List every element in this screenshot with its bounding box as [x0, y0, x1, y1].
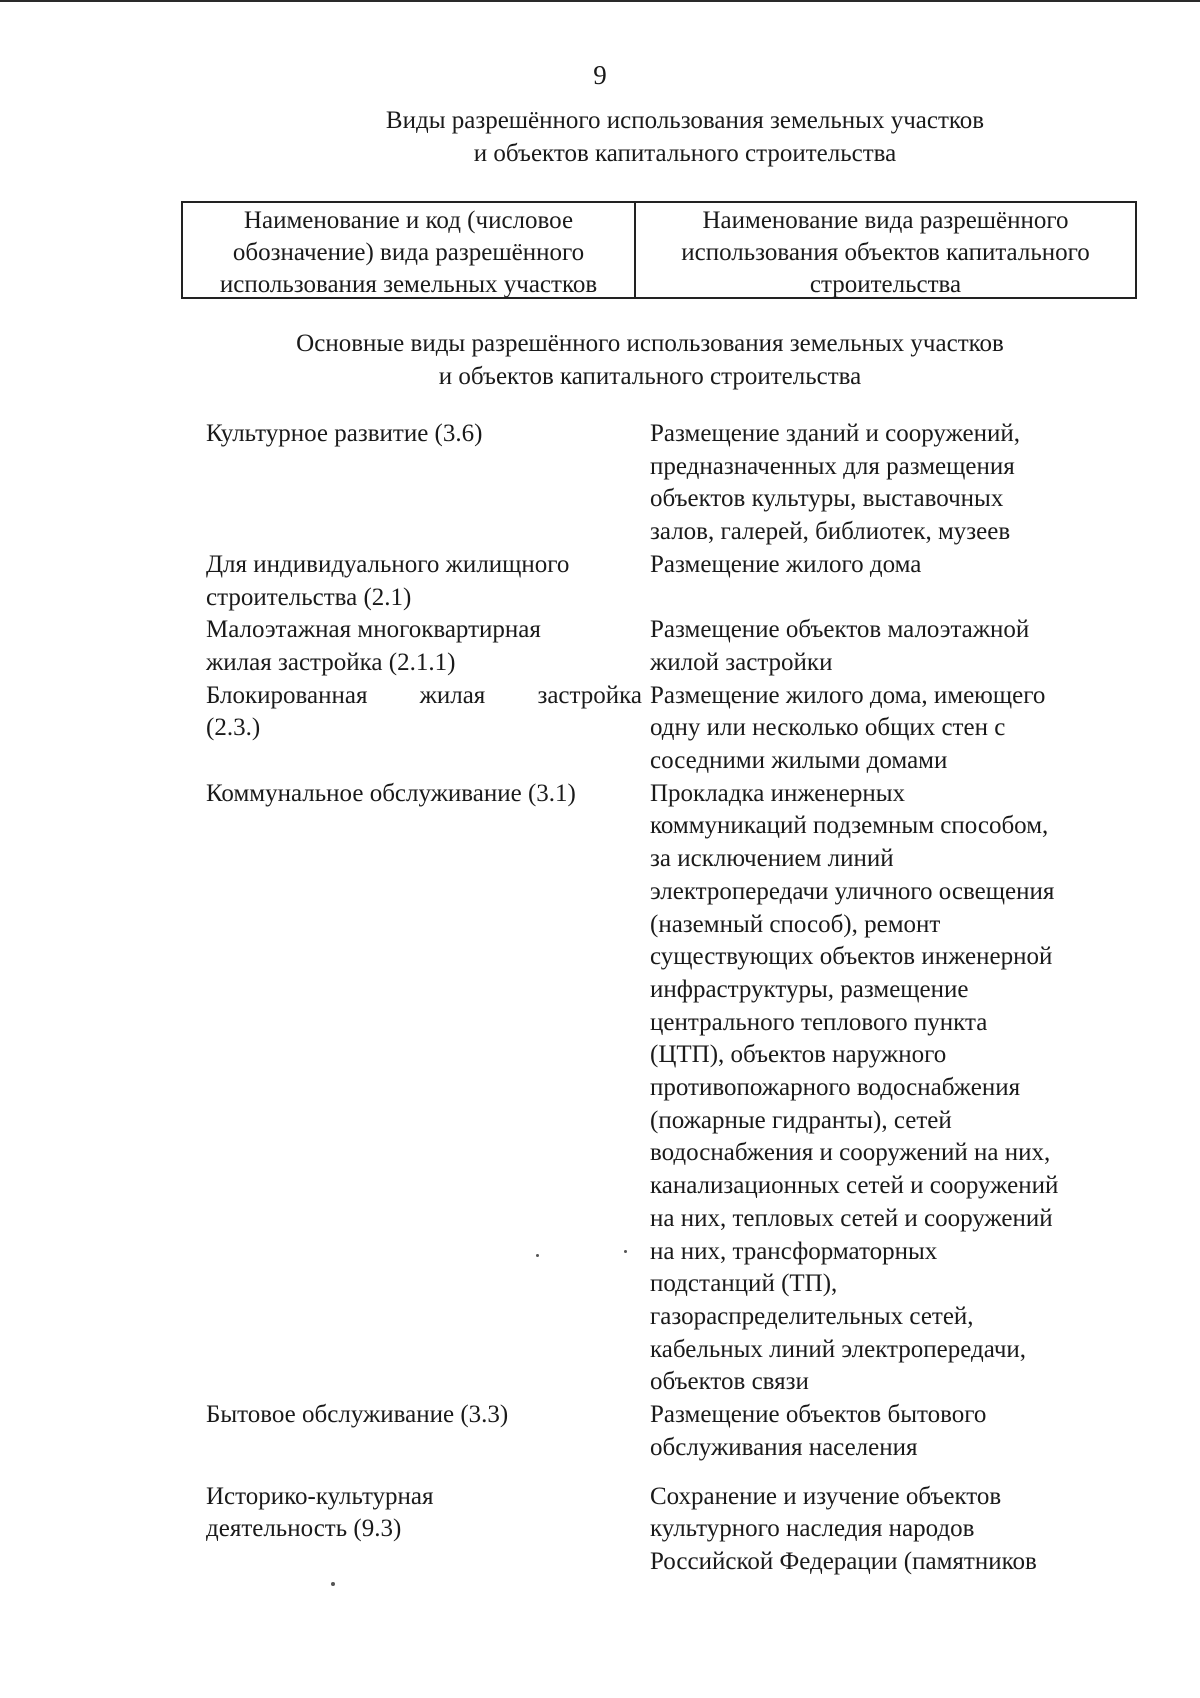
use-type-name: [206, 614, 650, 679]
use-type-description: [650, 1481, 1132, 1579]
description-line: Размещение объектов бытового: [650, 1401, 987, 1429]
use-type-name: [206, 1399, 650, 1464]
table-row: [206, 1481, 1136, 1579]
section-title-line: и объектов капитального строительства: [438, 363, 862, 390]
description-line: электропередачи уличного освещения: [650, 877, 1055, 905]
use-type-description: [650, 680, 1132, 778]
description-line: центрального теплового пункта: [650, 1008, 988, 1036]
table-row: [206, 680, 1136, 778]
header-cell-construction-use: [636, 203, 1135, 297]
use-type-description: [650, 549, 1132, 614]
use-type-name: [206, 418, 650, 549]
description-line: соседними жилыми домами: [650, 747, 948, 775]
name-line: строительства (2.1): [206, 583, 412, 611]
use-type-name: [206, 549, 650, 614]
name-line: Малоэтажная многоквартирная: [206, 616, 541, 644]
use-type-description: [650, 614, 1132, 679]
description-line: обслуживания населения: [650, 1433, 918, 1461]
header-line: Наименование вида разрешённого: [702, 207, 1069, 234]
table-row: [206, 614, 1136, 679]
scan-speck: [536, 1254, 539, 1257]
description-line: культурного наследия народов: [650, 1515, 975, 1543]
name-line: Коммунальное обслуживание (3.1): [206, 779, 576, 807]
name-line: Для индивидуального жилищного: [206, 550, 570, 578]
description-line: (наземный способ), ремонт: [650, 910, 941, 938]
description-line: коммуникаций подземным способом,: [650, 812, 1049, 840]
header-cell-land-use: [183, 203, 636, 297]
description-line: залов, галерей, библиотек, музеев: [650, 518, 1011, 546]
scan-speck: [331, 1582, 335, 1586]
name-line: деятельность (9.3): [206, 1515, 402, 1543]
table-row: [206, 418, 1136, 549]
description-line: газораспределительных сетей,: [650, 1302, 974, 1330]
use-type-description: [650, 1399, 1132, 1464]
name-line: Культурное развитие (3.6): [206, 420, 483, 447]
description-line: одну или несколько общих стен с: [650, 714, 1006, 742]
name-line: (2.3.): [206, 714, 261, 742]
use-type-name: [206, 778, 650, 1399]
description-line: предназначенных для размещения: [650, 452, 1015, 480]
title-line: Виды разрешённого использования земельных участков: [385, 107, 985, 134]
table-row: [206, 1399, 1136, 1464]
header-line: использования земельных участков: [219, 271, 598, 298]
header-line: использования объектов капитального: [681, 239, 1090, 266]
use-type-description: [650, 418, 1132, 549]
description-line: (пожарные гидранты), сетей: [650, 1106, 952, 1134]
description-line: Российской Федерации (памятников: [650, 1547, 1037, 1575]
section-title-line: Основные виды разрешённого использования земельных участков: [296, 330, 1004, 357]
section-title: [200, 327, 1100, 393]
name-word: Блокированная: [206, 681, 368, 709]
description-line: противопожарного водоснабжения: [650, 1074, 1021, 1102]
description-line: инфраструктуры, размещение: [650, 975, 969, 1003]
description-line: Размещение объектов малоэтажной: [650, 616, 1030, 644]
description-line: на них, трансформаторных: [650, 1237, 938, 1265]
description-line: существующих объектов инженерной: [650, 943, 1053, 971]
description-line: Размещение жилого дома: [650, 550, 922, 578]
use-type-name: [206, 1481, 650, 1579]
description-line: Размещение зданий и сооружений,: [650, 420, 1021, 447]
use-type-name: [206, 680, 650, 778]
description-line: за исключением линий: [650, 845, 894, 873]
use-type-description: [650, 778, 1132, 1399]
table-row: [206, 549, 1136, 614]
description-line: водоснабжения и сооружений на них,: [650, 1139, 1051, 1167]
name-word: жилая: [419, 681, 486, 709]
header-line: Наименование и код (числовое: [243, 207, 574, 234]
description-line: объектов культуры, выставочных: [650, 485, 1004, 513]
header-line: обозначение) вида разрешённого: [232, 239, 585, 266]
description-line: объектов связи: [650, 1368, 809, 1396]
scan-speck: [624, 1250, 627, 1253]
document-title: [250, 104, 1120, 170]
name-line: Историко-культурная: [206, 1482, 434, 1510]
table-row: [206, 778, 1136, 1399]
name-line: жилая застройка (2.1.1): [206, 648, 456, 676]
use-types-list: [206, 418, 1136, 1579]
name-word: застройка: [537, 681, 642, 709]
name-line: Бытовое обслуживание (3.3): [206, 1401, 509, 1429]
page-number: 9: [593, 60, 607, 90]
name-line: [206, 680, 642, 713]
description-line: Размещение жилого дома, имеющего: [650, 681, 1046, 709]
title-line: и объектов капитального строительства: [473, 140, 897, 167]
description-line: (ЦТП), объектов наружного: [650, 1041, 947, 1069]
description-line: Сохранение и изучение объектов: [650, 1482, 1002, 1510]
description-line: канализационных сетей и сооружений: [650, 1172, 1059, 1200]
top-rule: [0, 0, 1200, 2]
description-line: на них, тепловых сетей и сооружений: [650, 1204, 1053, 1232]
description-line: кабельных линий электропередачи,: [650, 1335, 1027, 1363]
header-line: строительства: [809, 271, 962, 298]
description-line: подстанций (ТП),: [650, 1270, 838, 1298]
description-line: жилой застройки: [650, 648, 833, 676]
description-line: Прокладка инженерных: [650, 779, 906, 807]
header-table: [181, 201, 1137, 299]
